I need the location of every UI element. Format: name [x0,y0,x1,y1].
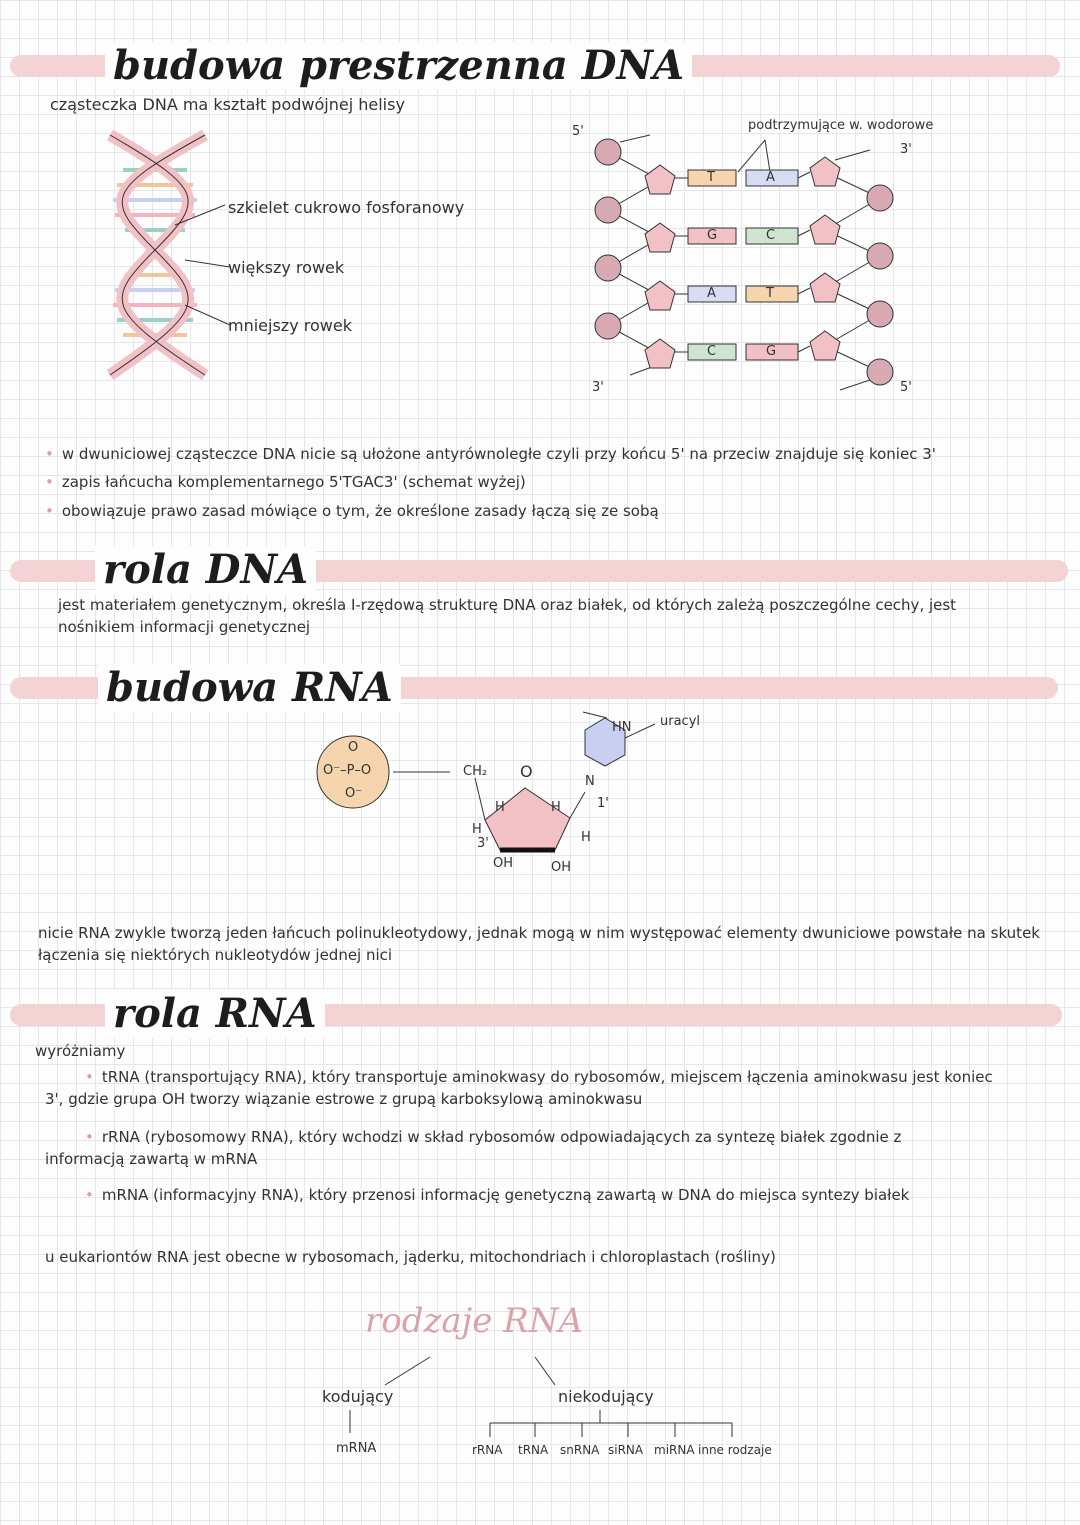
section-title-dna-structure: budowa prestrzenna DNA [105,42,692,90]
label-backbone: szkielet cukrowo fosforanowy [228,198,465,217]
ladder-label-5-bottom: 5' [900,380,912,395]
dna-subtitle: cząsteczka DNA ma kształt podwójnej helisy [50,95,405,114]
section-title-dna-role: rola DNA [95,546,316,594]
nitrogen-label: N [585,774,595,789]
h-label-2: H [551,800,561,815]
section-title-rna-structure: budowa RNA [98,664,401,712]
base-pair-2-left: G [707,228,718,243]
rna-location-note: u eukariontów RNA jest obecne w rybosomach, jąderku, mitochondriach i chloroplastach (rośliny) [45,1248,776,1266]
uracil-label: uracyl [660,714,701,729]
label-major-groove: większy rowek [228,258,345,277]
tree-left-child: mRNA [336,1441,377,1456]
section-title-rna-role: rola RNA [105,990,325,1038]
rna-types-tree [300,1295,800,1475]
phosphate-o-top: O [348,740,359,755]
base-pair-1-right: A [766,170,775,185]
ch2-label: CH₂ [463,764,488,779]
hn-label: HN [612,720,632,735]
rna-type-trna: • tRNA (transportujący RNA), który transportuje aminokwasy do rybosomów, miejscem łączenia aminokwasu jest koniec 3', gdzie grupa OH tworzy wiązanie estrowe z grupą karboksylową aminokwasu [45,1066,1005,1110]
rna-type-rrna: • rRNA (rybosomowy RNA), który wchodzi w skład rybosomów odpowiadających za syntezę białek zgodnie z informacją zawartą w mRNA [45,1126,975,1170]
h-label-1: H [495,800,505,815]
rna-nucleotide-diagram [315,700,735,890]
tree-root-title: rodzaje RNA [365,1301,584,1341]
ladder-label-5-top: 5' [572,124,584,139]
tree-right-child-rrna: rRNA [472,1443,503,1457]
base-pair-1-left: T [707,170,715,185]
ladder-label-3-bottom: 3' [592,380,604,395]
dna-bullet-2: • zapis łańcucha komplementarnego 5'TGAC3' (schemat wyżej) [45,471,526,493]
base-pair-4-right: G [766,344,777,359]
base-pair-4-left: C [707,344,717,359]
tree-right-child-other: inne rodzaje [698,1443,772,1457]
tree-right-branch: niekodujący [558,1387,654,1406]
dna-ladder-diagram [570,110,950,410]
h-label-3: H [472,822,482,837]
c3-label: 3' [477,836,489,851]
base-pair-3-left: A [707,286,716,301]
h-label-4: H [581,830,591,845]
oh-label-2: OH [551,860,572,875]
dna-bullet-3: • obowiązuje prawo zasad mówiące o tym, że określone zasady łączą się ze sobą [45,500,659,522]
rna-structure-text: nicie RNA zwykle tworzą jeden łańcuch polinukleotydowy, jednak mogą w nim występować elementy dwuniciowe powstałe na skutek łączenia się niektórych nukleotydów jednej nici [38,924,1040,964]
oh-label-1: OH [493,856,514,871]
ladder-label-3-top: 3' [900,142,912,157]
c1-label: 1' [597,796,609,811]
tree-right-child-sirna: siRNA [608,1443,644,1457]
base-pair-2-right: C [766,228,776,243]
ring-oxygen: O [520,762,533,781]
phosphate-center: O⁻–P–O [323,763,372,778]
tree-right-child-trna: tRNA [518,1443,549,1457]
label-minor-groove: mniejszy rowek [228,316,352,335]
tree-right-child-snrna: snRNA [560,1443,600,1457]
dna-role-text: jest materiałem genetycznym, określa I-rzędową strukturę DNA oraz białek, od których zależą poszczególne cechy, jest nośnikiem informacji genetycznej [58,596,957,636]
rna-role-intro: wyróżniamy [35,1042,126,1060]
rna-type-mrna: • mRNA (informacyjny RNA), który przenosi informację genetyczną zawartą w DNA do miejsca syntezy białek [45,1184,1035,1206]
hbond-label: podtrzymujące w. wodorowe [748,118,934,133]
dna-bullet-1: • w dwuniciowej cząsteczce DNA nicie są ułożone antyrównoległe czyli przy końcu 5' na przeciw znajduje się koniec 3' [45,443,936,465]
phosphate-o-bottom: O⁻ [345,786,363,801]
base-pair-3-right: T [766,286,774,301]
tree-left-branch: kodujący [322,1387,394,1406]
tree-right-child-mirna: miRNA [654,1443,695,1457]
